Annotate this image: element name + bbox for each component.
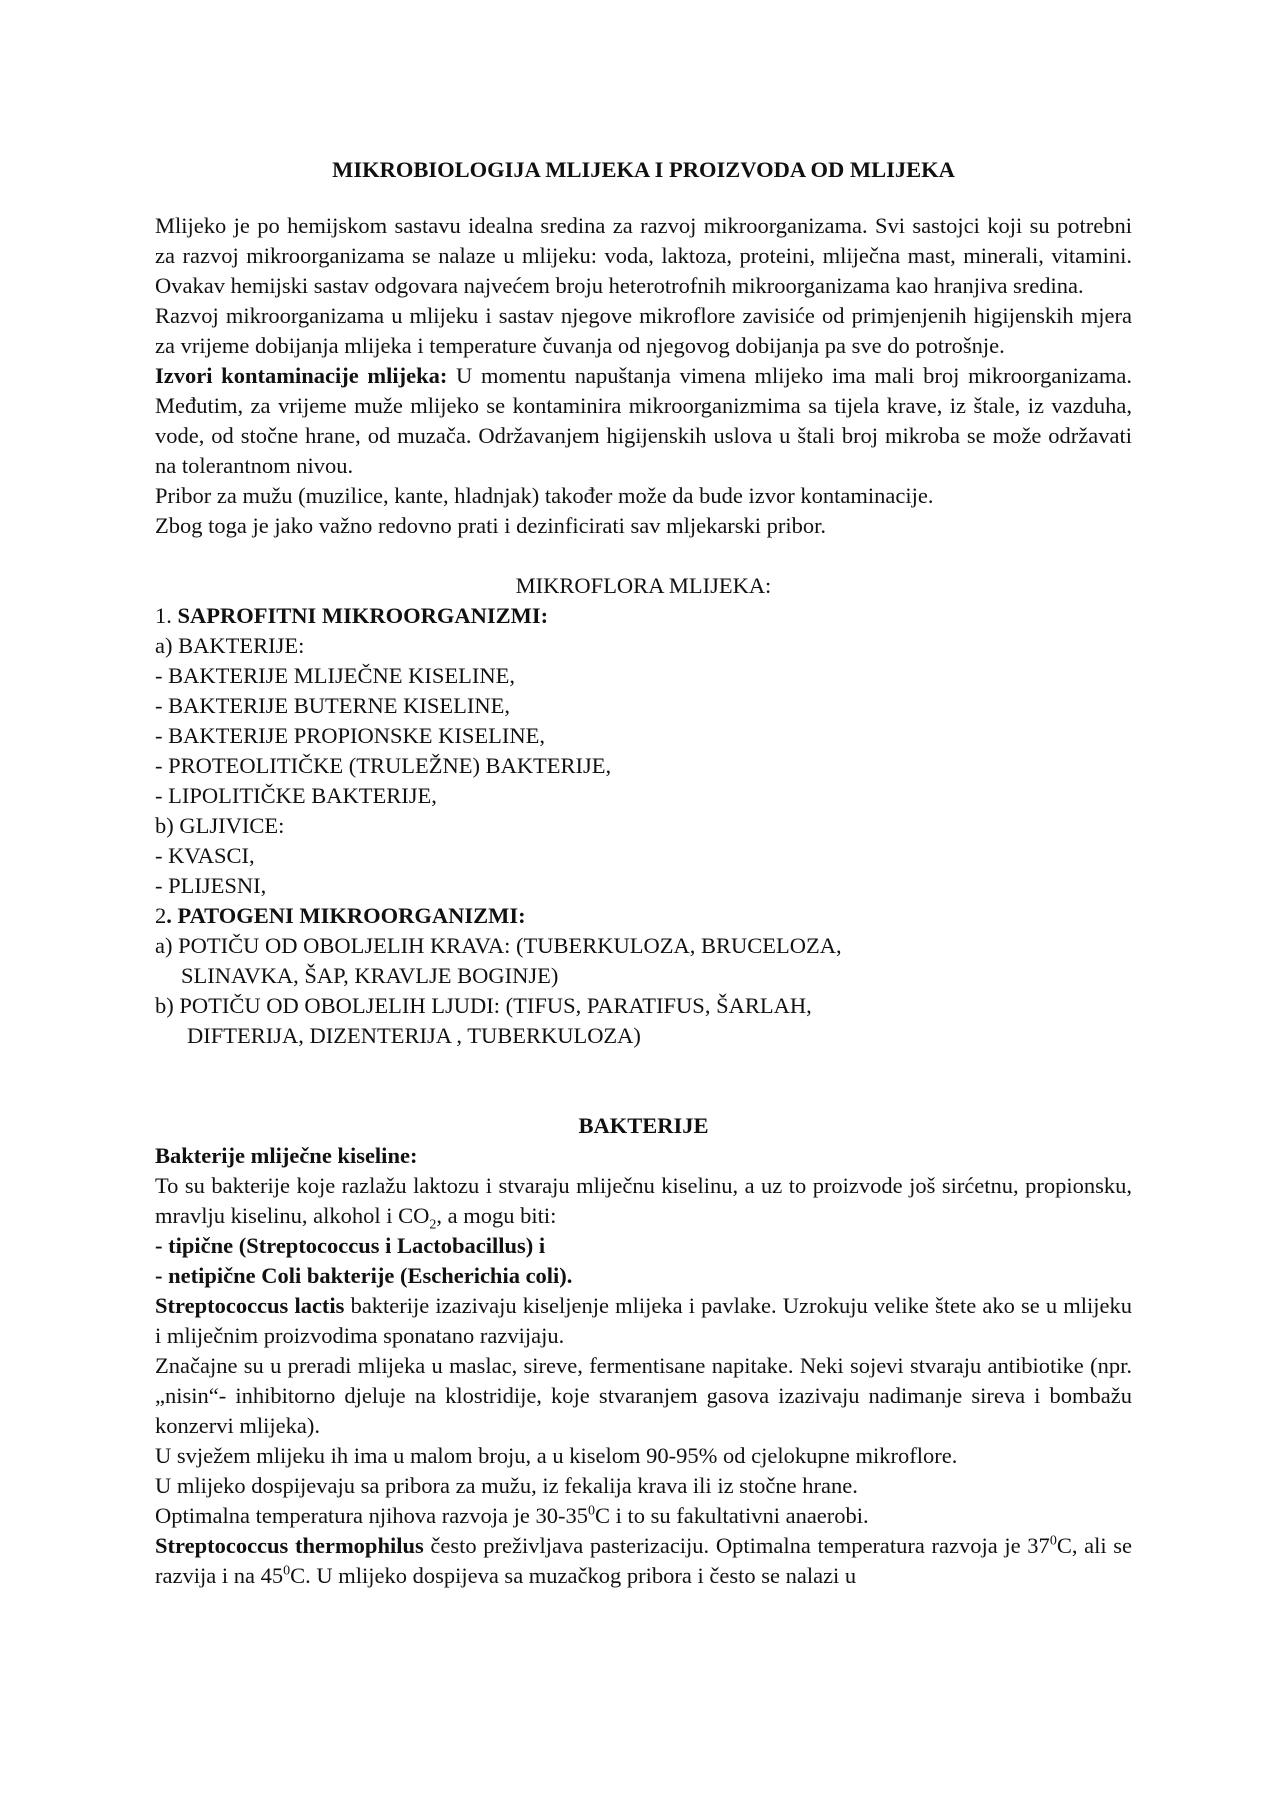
- list-item: - LIPOLITIČKE BAKTERIJE,: [155, 783, 437, 808]
- typical-bacteria-item: [155, 1231, 1132, 1261]
- significance-paragraph: Značajne su u preradi mlijeka u maslac, sireve, fermentisane napitake. Neki sojevi stvaraju antibiotike (npr. „nisin“- inhibitorno djeluje na klostridije, koje stvaranjem gasova izazivaju nadimanje sireva i bombažu konzervi mlijeka).: [155, 1353, 1132, 1438]
- list-item: - KVASCI,: [155, 843, 255, 868]
- pathogenic-heading: [155, 901, 1132, 931]
- contamination-paragraph: [155, 361, 1132, 481]
- list-item: - BAKTERIJE BUTERNE KISELINE,: [155, 693, 510, 718]
- equipment-paragraph: Pribor za mužu (muzilice, kante, hladnjak) također može da bude izvor kontaminacije.: [155, 483, 934, 508]
- saprophytic-title: SAPROFITNI MIKROORGANIZMI:: [171, 603, 549, 628]
- thermophilus-text-a: često preživljava pasterizaciju. Optimalna temperatura razvoja je 37: [423, 1533, 1050, 1558]
- sources-paragraph: U mlijeko dospijevaju sa pribora za mužu, iz fekalija krava ili iz stočne hrane.: [155, 1473, 858, 1498]
- lactic-bacteria-subheading-text: Bakterije mliječne kiseline:: [155, 1143, 418, 1168]
- list-item: - PROTEOLITIČKE (TRULEŽNE) BAKTERIJE,: [155, 753, 612, 778]
- document-title: MIKROBIOLOGIJA MLIJEKA I PROIZVODA OD MLIJEKA: [332, 157, 955, 182]
- disinfection-paragraph: Zbog toga je jako važno redovno prati i dezinficirati sav mljekarski pribor.: [155, 513, 827, 538]
- bacteria-section-heading-text: BAKTERIJE: [578, 1113, 709, 1138]
- degree-superscript: 0: [283, 1563, 291, 1579]
- streptococcus-lactis-label: Streptococcus lactis: [155, 1293, 345, 1318]
- thermophilus-text-b: C, ali se razvija i na 45: [155, 1533, 1132, 1588]
- human-diseases-line-1: b) POTIČU OD OBOLJELIH LJUDI: (TIFUS, PARATIFUS, ŠARLAH,: [155, 993, 812, 1018]
- typical-bacteria-text: - tipične (Streptococcus i Lactobacillus) i: [155, 1233, 546, 1258]
- contamination-text: U momentu napuštanja vimena mlijeko ima mali broj mikroorganizama. Međutim, za vrijeme muže mlijeko se kontaminira mikroorganizmima sa tijela krave, iz štale, iz vazduha, vode, od stočne hrane, od muzača. Održavanjem higijenskih uslova u štali broj mikroba se može održavati na tolerantnom nivou.: [155, 363, 1132, 478]
- streptococcus-thermophilus-paragraph: [155, 1531, 1132, 1591]
- contamination-label: Izvori kontaminacije mlijeka:: [155, 363, 448, 388]
- optimal-temperature-end: C i to su fakultativni anaerobi.: [594, 1503, 869, 1528]
- fungi-subheading: b) GLJIVICE:: [155, 813, 285, 838]
- streptococcus-thermophilus-label: Streptococcus thermophilus: [155, 1533, 424, 1558]
- list-item: - BAKTERIJE PROPIONSKE KISELINE,: [155, 723, 545, 748]
- streptococcus-lactis-paragraph: [155, 1291, 1132, 1351]
- streptococcus-lactis-text: bakterije izazivaju kiseljenje mlijeka i pavlake. Uzrokuju velike štete ako se u mlijeku i mliječnim proizvodima sponatano razvijaju.: [155, 1293, 1132, 1348]
- intro-paragraph-1: Mlijeko je po hemijskom sastavu idealna sredina za razvoj mikroorganizama. Svi sastojci koji su potrebni za razvoj mikroorganizama se nalaze u mlijeku: voda, laktoza, proteini, mliječna mast, minerali, vitamini. Ovakav hemijski sastav odgovara najvećem broju heterotrofnih mikroorganizama kao hranjiva sredina.: [155, 213, 1132, 298]
- lactic-paragraph-end: , a mogu biti:: [436, 1203, 557, 1228]
- cow-diseases-line-2: SLINAVKA, ŠAP, KRAVLJE BOGINJE): [181, 963, 559, 988]
- fresh-milk-paragraph: U svježem mlijeku ih ima u malom broju, a u kiselom 90-95% od cjelokupne mikroflore.: [155, 1443, 958, 1468]
- pathogenic-title: . PATOGENI MIKROORGANIZMI:: [166, 903, 526, 928]
- lactic-bacteria-subheading: [155, 1141, 1132, 1171]
- bacteria-section-heading: [155, 1111, 1132, 1141]
- list-item: - PLIJESNI,: [155, 873, 267, 898]
- lactic-paragraph-text: To su bakterije koje razlažu laktozu i stvaraju mliječnu kiselinu, a uz to proizvode još sirćetnu, propionsku, mravlju kiselinu, alkohol i CO: [155, 1173, 1132, 1228]
- optimal-temperature-paragraph: [155, 1501, 1132, 1531]
- thermophilus-text-c: C. U mlijeko dospijeva sa muzačkog pribora i često se nalazi u: [290, 1563, 857, 1588]
- atypical-bacteria-item: [155, 1261, 1132, 1291]
- saprophytic-number: 1.: [155, 603, 172, 628]
- degree-superscript: 0: [1049, 1533, 1057, 1549]
- list-item: - BAKTERIJE MLIJEČNE KISELINE,: [155, 663, 515, 688]
- co2-subscript: 2: [429, 1217, 437, 1233]
- pathogenic-number: 2: [155, 903, 167, 928]
- intro-paragraph-2: Razvoj mikroorganizama u mlijeku i sastav njegove mikroflore zavisiće od primjenjenih higijenskih mjera za vrijeme dobijanja mlijeka i temperature čuvanja od njegovog dobijanja pa sve do potrošnje.: [155, 303, 1132, 358]
- optimal-temperature-text: Optimalna temperatura njihova razvoja je 30-35: [155, 1503, 588, 1528]
- cow-diseases-line-1: a) POTIČU OD OBOLJELIH KRAVA: (TUBERKULOZA, BRUCELOZA,: [155, 933, 842, 958]
- microflora-heading: MIKROFLORA MLIJEKA:: [515, 573, 772, 598]
- bacteria-subheading: a) BAKTERIJE:: [155, 633, 305, 658]
- saprophytic-heading: [155, 601, 1132, 631]
- atypical-bacteria-text: - netipične Coli bakterije (Escherichia coli).: [155, 1263, 573, 1288]
- degree-superscript: 0: [587, 1503, 595, 1519]
- human-diseases-line-2: DIFTERIJA, DIZENTERIJA , TUBERKULOZA): [187, 1023, 641, 1048]
- lactic-paragraph: [155, 1171, 1132, 1231]
